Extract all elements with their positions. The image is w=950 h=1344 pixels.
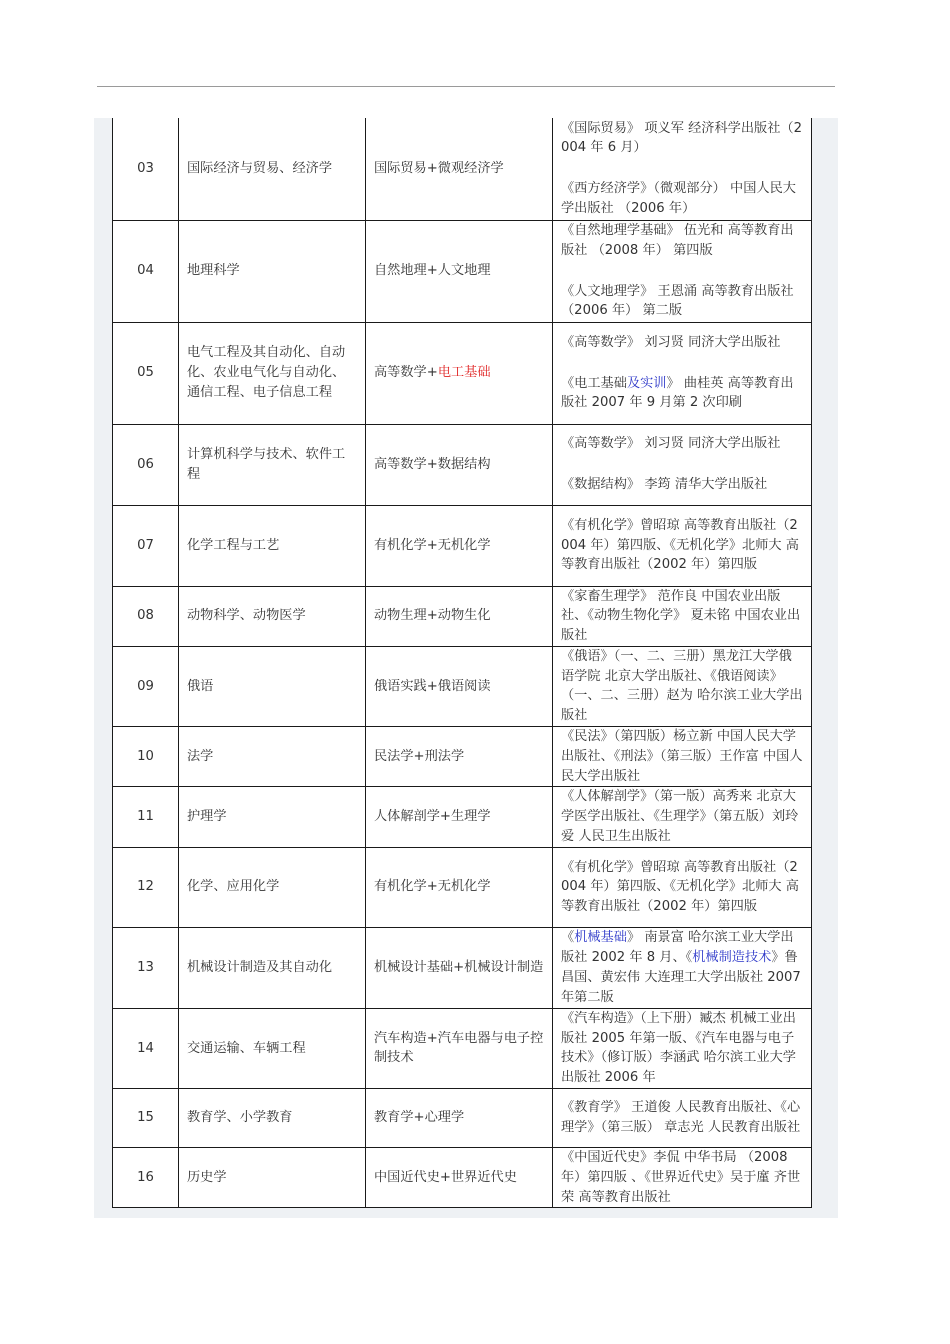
major-code: 09 — [113, 646, 179, 726]
book-link[interactable]: 及实训 — [626, 375, 667, 391]
major-code: 07 — [113, 505, 179, 586]
text-segment: 有机化学+无机化学 — [374, 879, 491, 895]
table-row — [113, 1089, 812, 1148]
text-segment: 《高等数学》 刘习贤 同济大学出版社 — [561, 334, 781, 350]
book-entry — [561, 333, 803, 353]
reference-books — [553, 847, 812, 927]
book-entry — [561, 434, 803, 454]
major-code: 16 — [113, 1148, 179, 1208]
reference-books — [553, 424, 812, 505]
text-segment: 《高等数学》 刘习贤 同济大学出版社 — [561, 436, 781, 452]
reference-books — [553, 646, 812, 726]
table-row — [113, 927, 812, 1008]
text-segment: 自然地理+人文地理 — [374, 263, 491, 279]
major-code: 12 — [113, 847, 179, 927]
book-entry — [561, 1098, 803, 1138]
book-entry — [561, 727, 803, 786]
text-segment: 机械设计基础+机械设计制造 — [374, 959, 544, 975]
text-segment: 汽车构造+汽车电器与电子控制技术 — [374, 1030, 544, 1066]
paragraph-gap — [561, 158, 803, 179]
exam-subjects — [366, 220, 553, 322]
reference-books — [553, 220, 812, 322]
major-code: 14 — [113, 1008, 179, 1088]
book-entry — [561, 647, 803, 726]
text-segment: 高等数学+ — [374, 365, 438, 381]
text-segment: 《自然地理学基础》 伍光和 高等教育出版社 （2008 年） 第四版 — [561, 222, 794, 258]
book-link[interactable]: 机械制造技术 — [692, 950, 772, 966]
major-name: 计算机科学与技术、软件工程 — [179, 424, 366, 505]
book-entry — [561, 516, 803, 575]
reference-books — [553, 322, 812, 424]
major-name: 机械设计制造及其自动化 — [179, 927, 366, 1008]
exam-subjects — [366, 118, 553, 220]
exam-subjects — [366, 847, 553, 927]
text-segment: 高等数学+数据结构 — [374, 456, 491, 472]
exam-subjects — [366, 646, 553, 726]
book-entry — [561, 282, 803, 322]
major-code: 15 — [113, 1089, 179, 1148]
major-name: 俄语 — [179, 646, 366, 726]
text-segment: 《国际贸易》 项义军 经济科学出版社（2004 年 6 月） — [561, 120, 802, 156]
text-segment: 《俄语》（一、二、三册）黑龙江大学俄语学院 北京大学出版社、《俄语阅读》（一、二、三册）赵为 哈尔滨工业大学出版社 — [561, 648, 803, 724]
exam-subjects — [366, 727, 553, 787]
table-row — [113, 322, 812, 424]
book-entry — [561, 1009, 803, 1088]
reference-books — [553, 1008, 812, 1088]
major-name: 动物科学、动物医学 — [179, 586, 366, 646]
major-name: 历史学 — [179, 1148, 366, 1208]
reference-books — [553, 787, 812, 847]
text-segment: 《数据结构》 李筠 清华大学出版社 — [561, 477, 768, 492]
text-segment: 人体解剖学+生理学 — [374, 809, 491, 825]
table-row — [113, 787, 812, 847]
text-segment: 《人文地理学》 王恩涌 高等教育出版社 （2006 年） 第二版 — [561, 283, 794, 319]
text-segment: 有机化学+无机化学 — [374, 537, 491, 553]
text-segment: 动物生理+动物生化 — [374, 608, 491, 624]
text-segment: 《有机化学》曾昭琼 高等教育出版社（2004 年）第四版、《无机化学》北师大 高等教育出版社（2002 年）第四版 — [561, 517, 799, 573]
paragraph-gap — [561, 353, 803, 374]
table-row — [113, 505, 812, 586]
major-code: 08 — [113, 586, 179, 646]
paragraph-gap — [561, 261, 803, 282]
exam-subjects — [366, 424, 553, 505]
text-segment: 《 — [561, 930, 575, 946]
text-segment: 民法学+刑法学 — [374, 748, 465, 764]
reference-books — [553, 1148, 812, 1208]
book-entry — [561, 928, 803, 1007]
text-segment: 《家畜生理学》 范作良 中国农业出版社、《动物生物化学》 夏未铭 中国农业出版社 — [561, 588, 801, 644]
reference-books — [553, 927, 812, 1008]
major-name: 护理学 — [179, 787, 366, 847]
table-row — [113, 118, 812, 220]
exam-subjects — [366, 586, 553, 646]
table-body — [113, 118, 812, 1208]
text-segment: 》 曲桂英 高等教育出版社 2007 年 9 月第 2 次印刷 — [561, 375, 794, 411]
text-segment: 《有机化学》曾昭琼 高等教育出版社（2004 年）第四版、《无机化学》北师大 高等教育出版社（2002 年）第四版 — [561, 859, 799, 915]
book-entry — [561, 119, 803, 159]
book-link[interactable]: 机械基础 — [574, 930, 627, 946]
text-segment: 《西方经济学》（微观部分） 中国人民大学出版社 （2006 年） — [561, 181, 796, 217]
book-entry — [561, 1148, 803, 1207]
table-row — [113, 847, 812, 927]
major-name: 交通运输、车辆工程 — [179, 1008, 366, 1088]
book-entry — [561, 858, 803, 917]
text-segment: 国际贸易+微观经济学 — [374, 160, 504, 176]
major-name: 教育学、小学教育 — [179, 1089, 366, 1148]
major-code: 03 — [113, 118, 179, 220]
book-entry — [561, 475, 803, 495]
table-row — [113, 1148, 812, 1208]
book-entry — [561, 787, 803, 846]
table-row — [113, 727, 812, 787]
reference-books — [553, 505, 812, 586]
header-rule — [97, 86, 835, 87]
major-code: 04 — [113, 220, 179, 322]
table-row — [113, 646, 812, 726]
text-segment: 教育学+心理学 — [374, 1110, 465, 1126]
major-code: 10 — [113, 727, 179, 787]
text-segment: 《电工基础 — [561, 375, 627, 391]
reference-books — [553, 118, 812, 220]
major-name: 国际经济与贸易、经济学 — [179, 118, 366, 220]
reference-books — [553, 586, 812, 646]
table-row — [113, 1008, 812, 1088]
exam-subjects — [366, 1008, 553, 1088]
major-name: 化学、应用化学 — [179, 847, 366, 927]
major-name: 电气工程及其自动化、自动化、农业电气化与自动化、通信工程、电子信息工程 — [179, 322, 366, 424]
paragraph-gap — [561, 454, 803, 475]
major-code: 06 — [113, 424, 179, 505]
exam-subjects — [366, 322, 553, 424]
highlight-text: 电工基础 — [437, 365, 491, 381]
exam-subjects — [366, 927, 553, 1008]
table-row — [113, 586, 812, 646]
text-segment: 《汽车构造》（上下册）臧杰 机械工业出版社 2005 年第一版、《汽车电器与电子技术》（修订版）李涵武 哈尔滨工业大学出版社 2006 年 — [561, 1010, 796, 1086]
book-entry — [561, 374, 803, 414]
book-entry — [561, 587, 803, 646]
text-segment: 《中国近代史》李侃 中华书局 （2008 年）第四版 、《世界近代史》吴于廑 齐世荣 高等教育出版社 — [561, 1150, 801, 1205]
text-segment: 》 南景富 哈尔滨工业大学出版社 2002 年 8 月、《 — [561, 930, 794, 966]
major-code: 05 — [113, 322, 179, 424]
table-row — [113, 220, 812, 322]
major-code: 11 — [113, 787, 179, 847]
text-segment: 》鲁昌国、黄宏伟 大连理工大学出版社 2007 年第二版 — [561, 950, 801, 1005]
exam-subjects — [366, 505, 553, 586]
exam-subjects — [366, 1148, 553, 1208]
text-segment: 中国近代史+世界近代史 — [374, 1169, 517, 1185]
major-name: 化学工程与工艺 — [179, 505, 366, 586]
reference-books — [553, 727, 812, 787]
reference-books — [553, 1089, 812, 1148]
exam-subjects — [366, 1089, 553, 1148]
book-entry — [561, 221, 803, 261]
text-segment: 《人体解剖学》（第一版）高秀来 北京大学医学出版社、《生理学》（第五版）刘玲爱 人民卫生出版社 — [561, 789, 799, 845]
exam-subjects — [366, 787, 553, 847]
text-segment: 俄语实践+俄语阅读 — [374, 678, 491, 694]
text-segment: 《教育学》 王道俊 人民教育出版社、《心理学》（第三版） 章志光 人民教育出版社 — [561, 1100, 801, 1136]
major-code: 13 — [113, 927, 179, 1008]
book-entry — [561, 179, 803, 219]
major-name: 法学 — [179, 727, 366, 787]
major-name: 地理科学 — [179, 220, 366, 322]
table-row — [113, 424, 812, 505]
exam-subjects-table — [112, 118, 812, 1208]
text-segment: 《民法》（第四版）杨立新 中国人民大学出版社、《刑法》（第三版）王作富 中国人民大学出版社 — [561, 729, 803, 784]
